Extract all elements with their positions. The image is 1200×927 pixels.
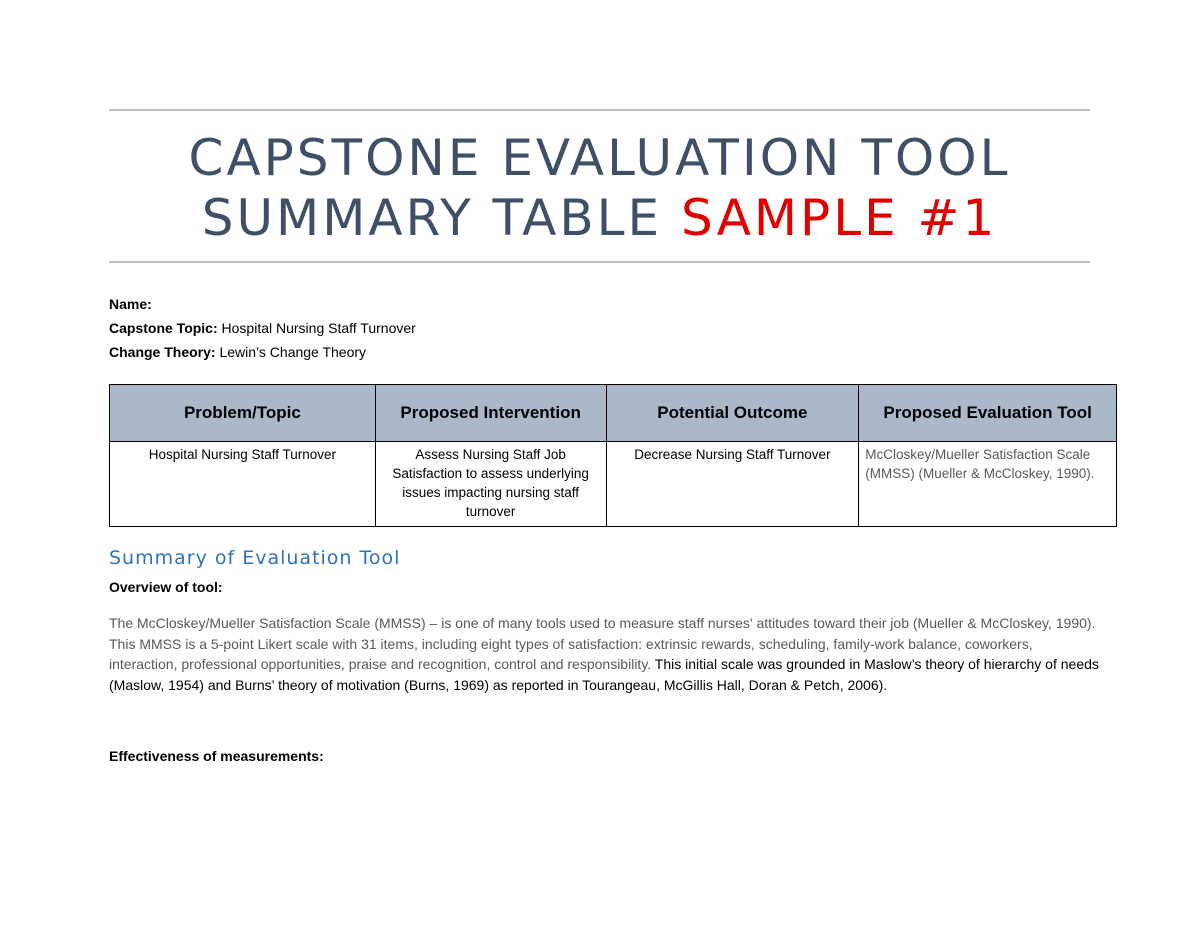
change-theory-value: Lewin’s Change Theory xyxy=(219,344,367,360)
effectiveness-label: Effectiveness of measurements: xyxy=(109,748,324,764)
page-title xyxy=(109,128,1090,248)
summary-table xyxy=(109,384,1117,527)
title-line-2-main: SUMMARY TABLE xyxy=(201,189,663,247)
header-proposed-evaluation-tool: Proposed Evaluation Tool xyxy=(859,385,1117,442)
title-line-1: CAPSTONE EVALUATION TOOL xyxy=(188,129,1011,187)
cell-proposed-intervention: Assess Nursing Staff Job Satisfaction to assess underlying issues impacting nursing staff turnover xyxy=(375,442,606,527)
name-line xyxy=(109,292,152,316)
change-theory-label: Change Theory: xyxy=(109,344,216,360)
summary-section-heading: Summary of Evaluation Tool xyxy=(109,547,401,569)
header-potential-outcome: Potential Outcome xyxy=(606,385,859,442)
title-sample-label: SAMPLE #1 xyxy=(681,189,998,247)
table-header-row xyxy=(110,385,1117,442)
cell-proposed-evaluation-tool: McCloskey/Mueller Satisfaction Scale (MMSS) (Mueller & McCloskey, 1990). xyxy=(859,442,1117,527)
capstone-topic-value: Hospital Nursing Staff Turnover xyxy=(221,320,416,336)
overview-text-part-2: This initial scale was grounded in Maslow’s theory of hierarchy of needs (Maslow, 1954) and Burns’ theory of motivation (Burns, 1969) as reported in Tourangeau, McGillis Hall, Doran & Petch, 2006). xyxy=(109,656,1099,693)
overview-label: Overview of tool: xyxy=(109,579,223,595)
table-row xyxy=(110,442,1117,527)
cell-potential-outcome: Decrease Nursing Staff Turnover xyxy=(606,442,859,527)
title-line-2 xyxy=(109,188,1090,248)
title-bottom-rule xyxy=(109,261,1090,263)
cell-problem-topic: Hospital Nursing Staff Turnover xyxy=(110,442,376,527)
header-problem-topic: Problem/Topic xyxy=(110,385,376,442)
overview-paragraph xyxy=(109,613,1099,695)
change-theory-line xyxy=(109,340,366,364)
overview-text-part-1: The McCloskey/Mueller Satisfaction Scale (MMSS) – is one of many tools used to measure staff nurses' attitudes toward their job (Mueller & McCloskey, 1990). This MMSS is a 5-point Likert scale with 31 items, including eight types of satisfaction: extrinsic rewards, scheduling, family-work balance, coworkers, interaction, professional opportunities, praise and recognition, control and responsibility. xyxy=(109,615,1096,672)
header-proposed-intervention: Proposed Intervention xyxy=(375,385,606,442)
capstone-topic-label: Capstone Topic: xyxy=(109,320,218,336)
title-top-rule xyxy=(109,109,1090,111)
name-label: Name: xyxy=(109,296,152,312)
capstone-topic-line xyxy=(109,316,416,340)
